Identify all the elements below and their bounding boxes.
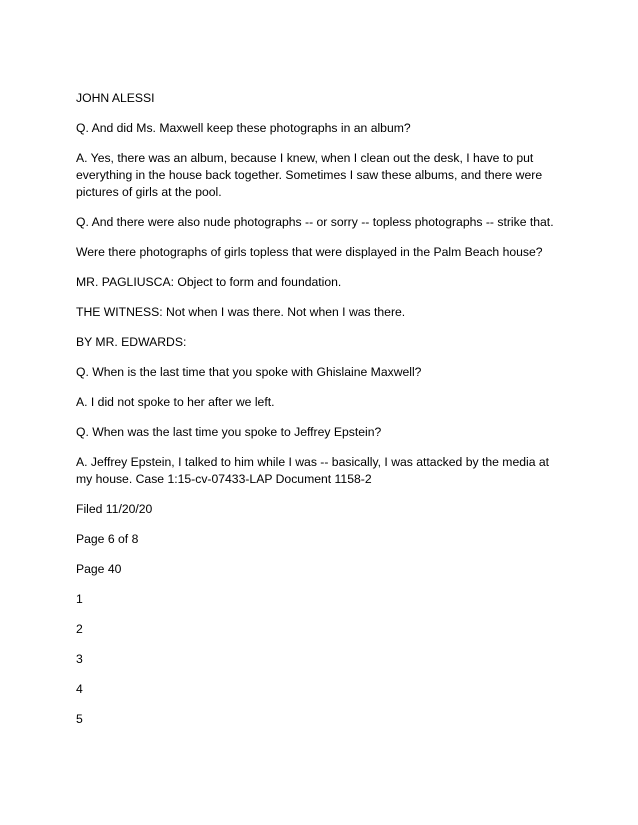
filed-date: Filed 11/20/20 [76,502,153,516]
paragraph-q-album: Q. And did Ms. Maxwell keep these photographs in an album? [76,121,411,135]
transcript-page-number: Page 40 [76,562,122,576]
line-number: 1 [76,592,83,606]
line-number: 3 [76,652,83,666]
page-of-count: Page 6 of 8 [76,532,139,546]
paragraph-q-displayed: Were there photographs of girls topless that were displayed in the Palm Beach house? [76,245,543,259]
paragraph-q-maxwell: Q. When is the last time that you spoke with Ghislaine Maxwell? [76,365,422,379]
paragraph-examiner: BY MR. EDWARDS: [76,335,187,349]
paragraph-q-epstein: Q. When was the last time you spoke to Jeffrey Epstein? [76,425,382,439]
document-heading: JOHN ALESSI [76,91,155,105]
paragraph-a-maxwell: A. I did not spoke to her after we left. [76,395,275,409]
paragraph-witness-answer: THE WITNESS: Not when I was there. Not when I was there. [76,305,406,319]
paragraph-a-album: A. Yes, there was an album, because I knew, when I clean out the desk, I have to put everything in the house back together. Sometimes I saw these albums, and there were pictures of girls at the pool. [76,151,543,199]
line-number: 5 [76,712,83,726]
line-number: 4 [76,682,83,696]
paragraph-objection: MR. PAGLIUSCA: Object to form and foundation. [76,275,342,289]
line-number: 2 [76,622,83,636]
document-page [76,90,566,741]
paragraph-q-topless: Q. And there were also nude photographs -- or sorry -- topless photographs -- strike that. [76,215,554,229]
paragraph-a-epstein: A. Jeffrey Epstein, I talked to him while I was -- basically, I was attacked by the media at my house. Case 1:15-cv-07433-LAP Document 1158-2 [76,455,550,486]
